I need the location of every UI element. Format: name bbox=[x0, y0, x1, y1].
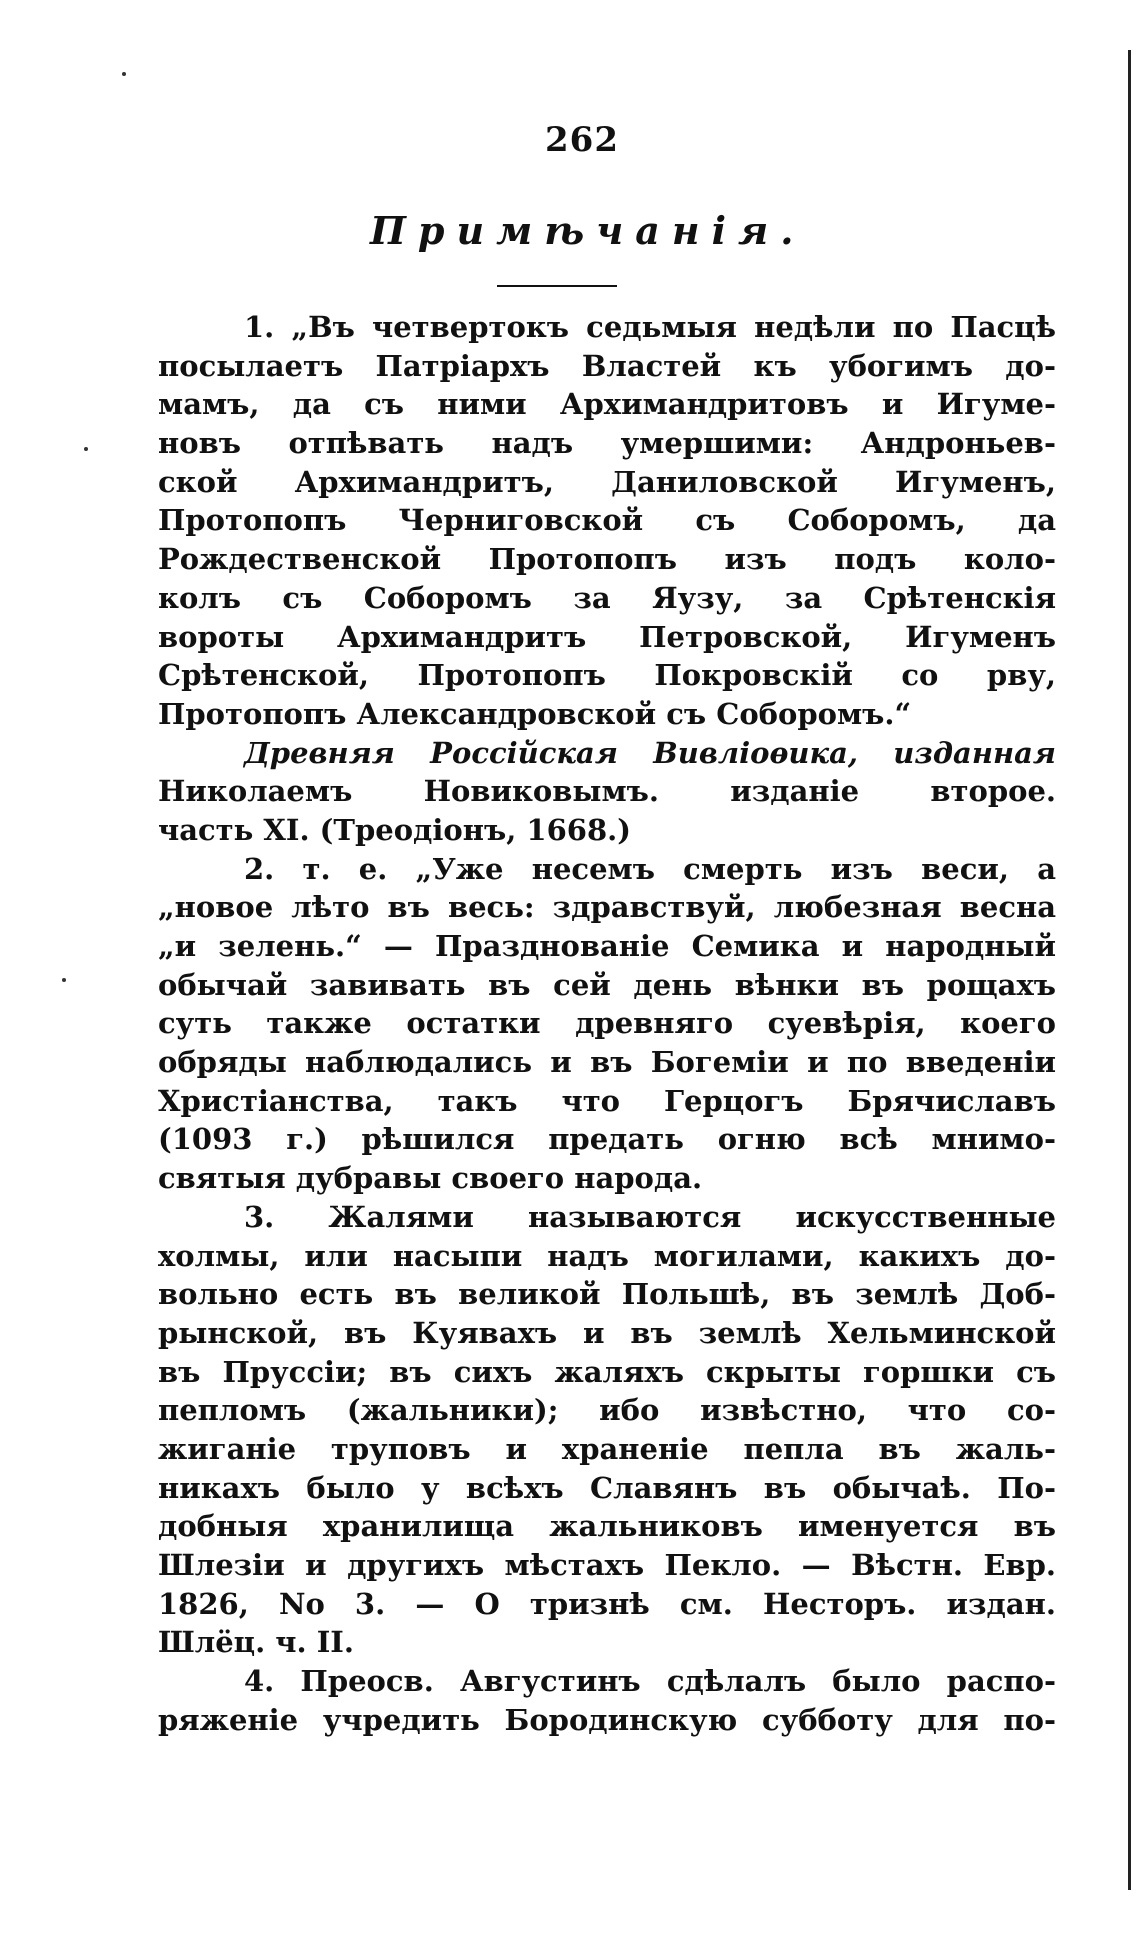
page-number: 262 bbox=[545, 120, 619, 160]
text-line: рынской, въ Куявахъ и въ землѣ Хельминской bbox=[158, 1315, 1056, 1350]
text-line: ряженіе учредить Бородинскую субботу для по- bbox=[158, 1702, 1056, 1737]
text-line: жиганіе труповъ и храненіе пепла въ жаль- bbox=[158, 1431, 1056, 1466]
text-line: „и зелень.“ — Празднованіе Семика и народный bbox=[158, 929, 1056, 963]
text-line: 1826, No 3. — О тризнѣ см. Несторъ. издан. bbox=[158, 1586, 1056, 1621]
page-edge-shadow bbox=[1128, 50, 1131, 1890]
text-line: Шлезіи и другихъ мѣстахъ Пекло. — Вѣстн. Евр. bbox=[158, 1548, 1056, 1582]
text-line: ской Архимандритъ, Даниловской Игуменъ, bbox=[158, 464, 1056, 499]
text-line: Срѣтенской, Протопопъ Покровскій со рву, bbox=[158, 658, 1056, 693]
text-line: Протопопъ Черниговской съ Соборомъ, да bbox=[158, 503, 1056, 538]
text-line: новъ отпѣвать надъ умершими: Андроньев- bbox=[158, 426, 1056, 461]
text-line: Шлёц. ч. II. bbox=[158, 1625, 354, 1660]
notes-body bbox=[158, 308, 1056, 1739]
text-line: Протопопъ Александровской съ Соборомъ.“ bbox=[158, 696, 912, 731]
text-line: обряды наблюдались и въ Богеміи и по введеніи bbox=[158, 1045, 1056, 1080]
text-line: Николаемъ Новиковымъ. изданіе второе. bbox=[158, 774, 1056, 809]
text-line: обычай завивать въ сей день вѣнки въ рощахъ bbox=[158, 967, 1056, 1002]
print-speck bbox=[62, 978, 66, 982]
text-line: мамъ, да съ ними Архимандритовъ и Игуме- bbox=[158, 387, 1056, 422]
text-line: часть XI. (Треодіонъ, 1668.) bbox=[158, 812, 631, 847]
text-line: холмы, или насыпи надъ могилами, какихъ до- bbox=[158, 1238, 1056, 1273]
text-line: „новое лѣто въ весь: здравствуй, любезная весна bbox=[158, 890, 1056, 925]
text-line: Христіанства, такъ что Герцогъ Брячиславъ bbox=[158, 1083, 1056, 1118]
text-line: 4. Преосв. Августинъ сдѣлалъ было распо- bbox=[244, 1664, 1056, 1699]
text-line: святыя дубравы своего народа. bbox=[158, 1161, 703, 1196]
text-line: 2. т. е. „Уже несемъ смерть изъ веси, а bbox=[244, 851, 1056, 886]
text-line: Древняя Россійская Вивліоѳика, изданная bbox=[244, 735, 1056, 770]
print-speck bbox=[122, 72, 126, 76]
print-speck bbox=[84, 447, 88, 451]
page-heading: Примѣчанія. bbox=[370, 208, 806, 253]
text-line: добныя хранилища жальниковъ именуется въ bbox=[158, 1509, 1056, 1544]
text-line: колъ съ Соборомъ за Яузу, за Срѣтенскія bbox=[158, 580, 1056, 615]
heading-rule bbox=[497, 285, 617, 287]
text-line: вороты Архимандритъ Петровской, Игуменъ bbox=[158, 619, 1056, 654]
text-line: вольно есть въ великой Польшѣ, въ землѣ Доб- bbox=[158, 1277, 1056, 1312]
text-line: въ Пруссіи; въ сихъ жаляхъ скрыты горшки съ bbox=[158, 1354, 1056, 1389]
text-line: суть также остатки древняго суевѣрія, коего bbox=[158, 1006, 1056, 1041]
text-line: 3. Жалями называются искусственные bbox=[244, 1199, 1056, 1234]
text-line: (1093 г.) рѣшился предать огню всѣ мнимо- bbox=[158, 1122, 1056, 1157]
text-line: 1. „Въ четвертокъ седьмыя недѣли по Пасцѣ bbox=[244, 310, 1056, 344]
text-line: пепломъ (жальники); ибо извѣстно, что со- bbox=[158, 1393, 1056, 1428]
text-line: никахъ было у всѣхъ Славянъ въ обычаѣ. По- bbox=[158, 1470, 1056, 1505]
text-line: Рождественской Протопопъ изъ подъ коло- bbox=[158, 542, 1056, 577]
text-line: посылаетъ Патріархъ Властей къ убогимъ до- bbox=[158, 348, 1056, 383]
